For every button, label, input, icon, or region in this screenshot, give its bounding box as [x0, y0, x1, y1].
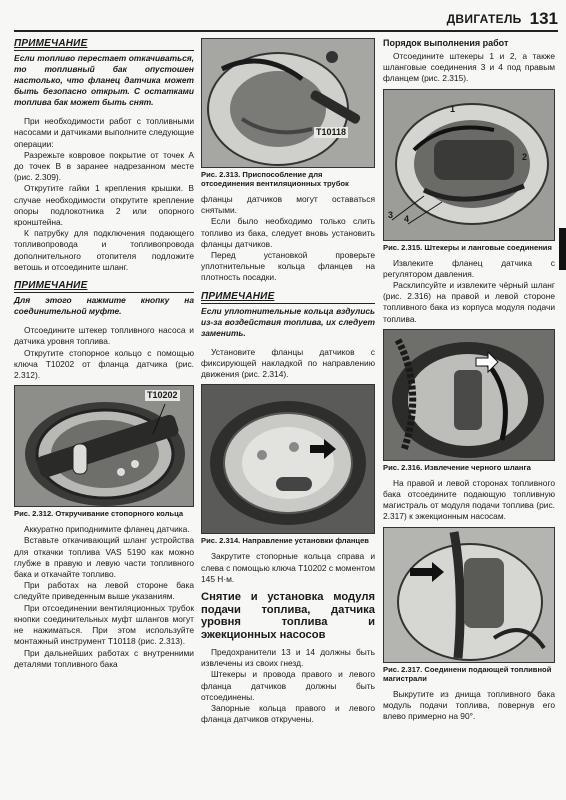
- fuel-line-connection-photo: [384, 528, 554, 662]
- note-heading: ПРИМЕЧАНИЕ: [14, 280, 194, 293]
- paragraph: К патрубку для подключения подающего топливопровода и топливопровода дополнительного отопителя подложите ветошь и отсоедините шланг.: [14, 228, 194, 272]
- figure-caption: Рис. 2.316. Извлечение черного шланга: [383, 462, 531, 472]
- vent-tube-tool-photo: [202, 39, 374, 167]
- section-heading: Снятие и установка модуля подачи топлива, датчика уровня топлива и эжекционных насосов: [201, 591, 375, 641]
- note-text: Если топливо перестает откачиваться, то топливный бак опустошен настолько, что фланец датчика может быть безопасно открыт. С остатками топлива бак может быть снят.: [14, 53, 194, 108]
- tool-label: T10118: [316, 127, 347, 137]
- flange-install-direction-photo: [202, 385, 374, 533]
- chapter-title: ДВИГАТЕЛЬ: [446, 12, 522, 26]
- note-heading: ПРИМЕЧАНИЕ: [14, 38, 194, 51]
- paragraph: Отсоедините штекеры 1 и 2, а также шланговые соединения 3 и 4 под правым фланцем (рис. 2.315).: [383, 51, 555, 84]
- note-text: Если уплотнительные кольца вздулись из-за воздействия топлива, их следует заменить.: [201, 305, 375, 338]
- column-1: [14, 38, 194, 670]
- figure-2-313: [201, 38, 375, 168]
- paragraph: Закрутите стопорные кольца справа и слева с помощью ключа T10202 с моментом 145 Н·м.: [201, 551, 376, 584]
- paragraph: Извлеките фланец датчика с регулятором давления.: [383, 257, 555, 279]
- note-heading: ПРИМЕЧАНИЕ: [201, 291, 375, 304]
- paragraph: Аккуратно приподнимите фланец датчика.: [24, 524, 190, 535]
- paragraph: При дальнейших работах с внутренними деталями топливного бака: [14, 647, 194, 669]
- paragraph: Запорные кольца правого и левого фланца датчиков откручены.: [201, 703, 375, 725]
- callout-2: 2: [522, 151, 528, 162]
- figure-2-314: [201, 384, 375, 534]
- paragraph: Если было необходимо только слить топливо из бака, следует вновь установить фланцы датчиков.: [201, 216, 375, 249]
- paragraph: Вставьте откачивающий шланг устройства для откачки топлива VAS 5190 как можно глубже в правую и левую части топливного бака и откачайте топливо.: [14, 535, 194, 580]
- paragraph: Открутите стопорное кольцо с помощью ключа T10202 от фланца датчика (рис. 2.312).: [14, 347, 194, 381]
- chapter-side-tab: [559, 228, 566, 270]
- paragraph: Установите фланцы датчиков с фиксирующей накладкой по направлению движения (рис. 2.314).: [201, 346, 375, 380]
- page-header: [447, 8, 558, 30]
- figure-caption: Рис. 2.314. Направление установки фланцев: [201, 536, 369, 546]
- paragraph: Штекеры и провода правого и левого фланца датчиков должны быть отсоединены.: [201, 669, 375, 702]
- paragraph: Выкрутите из днища топливного бака модуль подачи топлива, повернув его влево примерно на 90°.: [383, 688, 555, 722]
- figure-caption: Рис. 2.312. Откручивание стопорного кольца: [14, 509, 184, 519]
- tool-label: T10202: [147, 390, 178, 401]
- callout-4: 4: [404, 213, 410, 224]
- figure-caption: Рис. 2.313. Приспособление для отсоединения вентиляционных трубок: [201, 170, 349, 188]
- black-hose-removal-photo: [384, 330, 554, 460]
- figure-2-315: [383, 89, 555, 241]
- page-number: 131: [529, 9, 558, 28]
- figure-2-316: [383, 329, 555, 461]
- figure-caption: Рис. 2.317. Соединени подающей топливной магистрали: [383, 664, 552, 683]
- header-rule: [14, 30, 558, 32]
- paragraph: Разрежьте ковровое покрытие от точек А до точек В в заранее надрезанном месте (рис. 2.309).: [14, 149, 194, 183]
- column-3: [383, 38, 555, 722]
- paragraph: На правой и левой сторонах топливного бака отсоедините подающую топливную магистраль от модуля подачи топлива (рис. 2.317) к эжекционным насосам.: [383, 477, 555, 522]
- paragraph: Открутите гайки 1 крепления крышки. В случае необходимости открутите крепление опоры подлокотника 2 или опорного кронштейна.: [14, 183, 194, 228]
- fuel-tank-flange-photo: [15, 386, 193, 506]
- paragraph: фланцы датчиков могут оставаться снятыми.: [201, 194, 375, 216]
- figure-caption: Рис. 2.315. Штекеры и ланговые соединения: [383, 242, 552, 252]
- note-text: Для этого нажмите кнопку на соединительной муфте.: [14, 295, 194, 317]
- paragraph: Отсоедините штекер топливного насоса и датчика уровня топлива.: [14, 325, 194, 347]
- figure-2-312: [14, 385, 194, 507]
- column-2: [201, 38, 375, 725]
- paragraph: При необходимости работ с топливными насосами и датчиками выполните следующие операции:: [14, 116, 194, 149]
- connectors-and-hoses-photo: [384, 90, 554, 240]
- paragraph: При работах на левой стороне бака следуйте приведенным выше указаниям.: [14, 580, 194, 602]
- paragraph: Перед установкой проверьте уплотнительные кольца фланцев на плотность посадки.: [201, 250, 375, 283]
- callout-1: 1: [450, 103, 456, 114]
- figure-2-317: [383, 527, 555, 663]
- paragraph: Предохранители 13 и 14 должны быть извлечены из своих гнезд.: [201, 647, 375, 669]
- procedure-heading: Порядок выполнения работ: [383, 38, 509, 48]
- callout-3: 3: [388, 209, 394, 220]
- paragraph: Расклипсуйте и извлеките чёрный шланг (рис. 2.316) на правой и левой стороне топливного бака из корпуса модуля подачи топлива.: [383, 280, 555, 324]
- paragraph: При отсоединении вентиляционных трубок кнопки соединительных муфт шлангов могут не нажиматься. При этом используйте монтажный инструмент T10118 (рис. 2.313).: [14, 602, 194, 647]
